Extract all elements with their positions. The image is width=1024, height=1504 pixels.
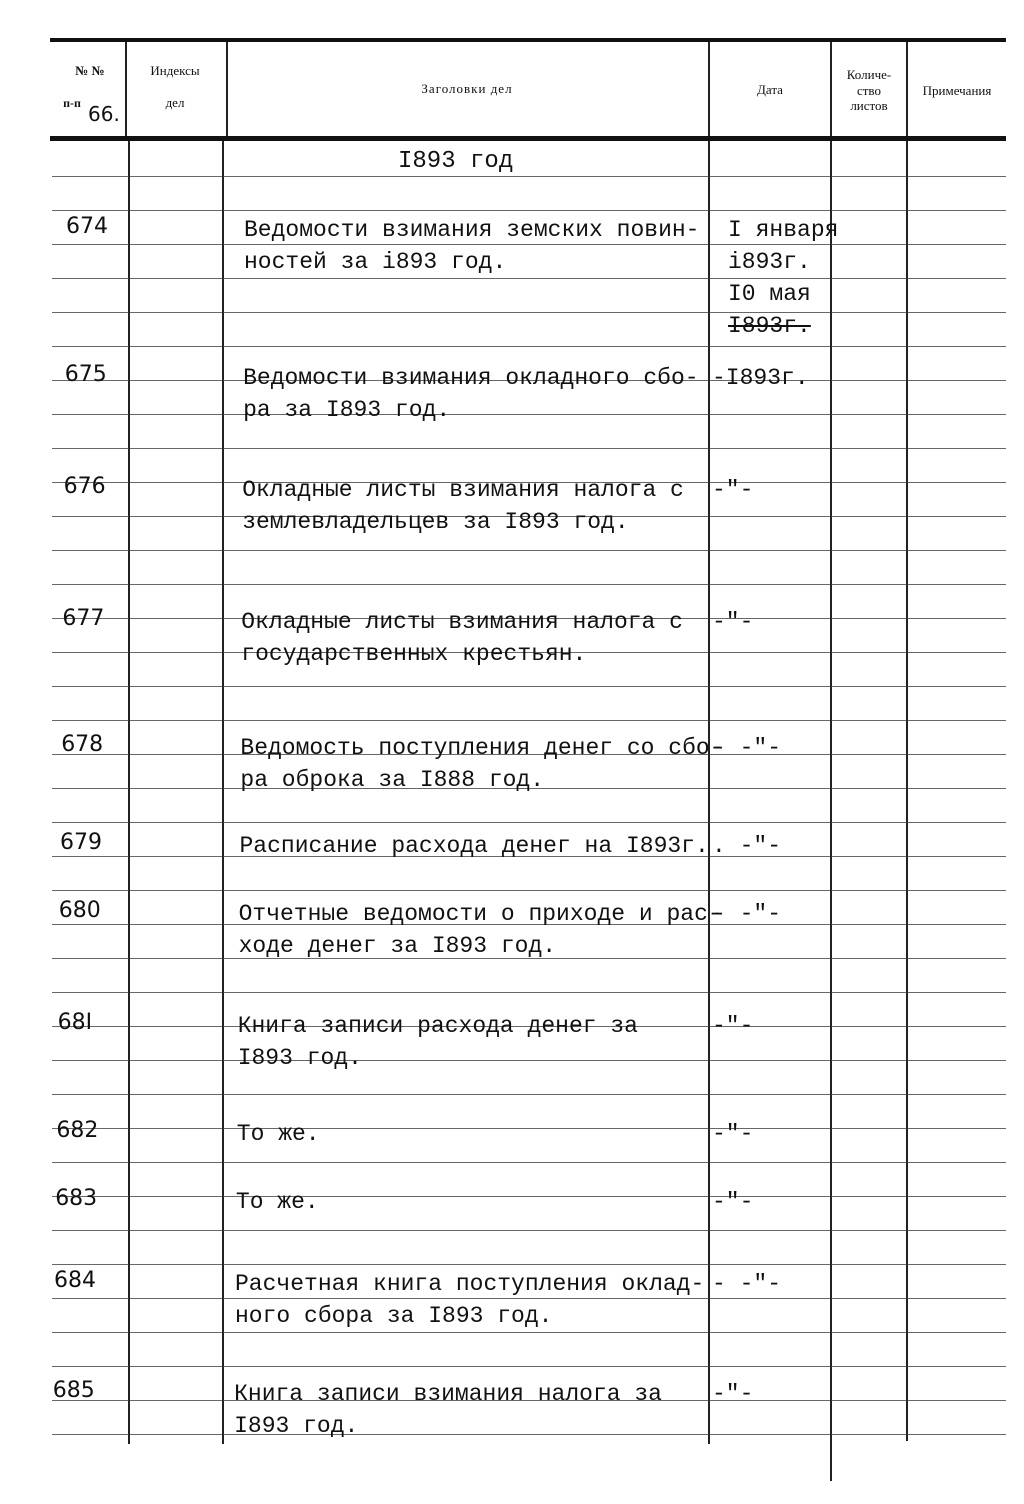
row-date-line: i893г. xyxy=(728,249,811,275)
column-divider xyxy=(906,141,908,1441)
ruled-line xyxy=(52,822,1006,823)
header-top-rule xyxy=(50,38,1006,42)
row-title-line: Ведомости взимания окладного сбо- xyxy=(243,365,699,391)
row-date-line: -"- xyxy=(712,1013,754,1039)
row-number: 676 xyxy=(63,474,106,499)
ruled-line xyxy=(52,176,1006,177)
ruled-line xyxy=(52,1060,1006,1061)
row-date-line: -I893г. xyxy=(712,365,809,391)
row-title-line: Книга записи взимания налога за xyxy=(234,1381,662,1407)
ruled-line xyxy=(52,992,1006,993)
ruled-line xyxy=(52,1434,1006,1435)
ruled-line xyxy=(52,550,1006,551)
row-title-line: То же. xyxy=(235,1189,319,1215)
row-title-line: I893 год. xyxy=(237,1045,362,1071)
row-number: 683 xyxy=(55,1186,98,1211)
ruled-line xyxy=(52,346,1006,347)
row-title-line: ра оброка за I888 год. xyxy=(240,767,545,793)
ruled-line xyxy=(52,1366,1006,1367)
row-title-line: Расчетная книга поступления оклад- xyxy=(235,1271,705,1297)
row-number: 678 xyxy=(61,732,104,757)
ruled-line xyxy=(52,210,1006,211)
ruled-line xyxy=(52,1230,1006,1231)
row-date-line: I893г. xyxy=(728,313,811,339)
row-date-line: -"- xyxy=(712,1381,754,1407)
ruled-line xyxy=(52,1264,1006,1265)
page-number: 66. xyxy=(88,102,120,126)
ruled-line xyxy=(52,1162,1006,1163)
row-title-line: Ведомость поступления денег со сбо- xyxy=(240,735,724,761)
row-date-line: I января xyxy=(728,217,839,243)
row-title-line: Окладные листы взимания налога с xyxy=(242,477,684,503)
row-title-line: ностей за i893 год. xyxy=(244,249,507,275)
row-date-line: -"- xyxy=(712,1121,754,1147)
row-number: 674 xyxy=(66,214,108,239)
ruled-line xyxy=(52,584,1006,585)
row-number: 68I xyxy=(57,1010,93,1035)
header-bottom-rule xyxy=(50,136,1006,141)
year-heading: I893 год xyxy=(398,148,514,175)
header-count-label-2: ство xyxy=(856,83,881,98)
header-date-label: Дата xyxy=(757,82,783,97)
header-number-label xyxy=(58,64,122,78)
header-title-label: Заголовки дел xyxy=(421,81,513,96)
header-number-text: № № xyxy=(75,63,105,78)
row-title-line: Книга записи расхода денег за xyxy=(237,1013,638,1039)
row-title-line: ра за I893 год. xyxy=(243,397,451,423)
header-count-label-1: Количе- xyxy=(846,67,892,82)
ruled-line xyxy=(52,686,1006,687)
row-date-line: - -"- xyxy=(712,735,782,761)
row-title-line: ходе денег за I893 год. xyxy=(238,933,557,959)
header-index-sub: дел xyxy=(165,95,185,110)
ruled-line xyxy=(52,1196,1006,1197)
row-number: 684 xyxy=(54,1268,96,1293)
ruled-line xyxy=(52,1332,1006,1333)
row-date-line: - -"- xyxy=(712,1271,782,1297)
row-title-line: Ведомости взимания земских повин- xyxy=(244,217,700,243)
row-date-line: . -"- xyxy=(712,833,782,859)
header-divider xyxy=(125,42,127,136)
row-date-line: -"- xyxy=(712,477,754,503)
ruled-line xyxy=(52,1094,1006,1095)
row-date-line: I0 мая xyxy=(728,281,811,307)
row-number: 675 xyxy=(64,362,107,387)
row-number: 680 xyxy=(58,898,101,923)
ruled-line xyxy=(52,720,1006,721)
row-number: 677 xyxy=(62,606,105,631)
row-title-line: Расписание расхода денег на I893г. xyxy=(239,833,709,859)
row-number: 685 xyxy=(52,1378,95,1403)
ruled-line xyxy=(52,1128,1006,1129)
row-title-line: I893 год. xyxy=(234,1413,359,1439)
ruled-line xyxy=(52,414,1006,415)
ruled-line xyxy=(52,448,1006,449)
row-date-line: -"- xyxy=(712,1189,754,1215)
row-title-line: государственных крестьян. xyxy=(241,641,587,667)
row-date-line: -"- xyxy=(712,609,754,635)
column-divider xyxy=(830,141,832,1481)
row-title-line: землевладельцев за I893 год. xyxy=(242,509,629,535)
header-notes-label: Примечания xyxy=(922,83,992,98)
ruled-line xyxy=(52,312,1006,313)
row-number: 682 xyxy=(56,1118,99,1143)
header-number-sub: п-п xyxy=(63,96,81,110)
column-divider xyxy=(708,141,710,1444)
row-date-line: - -"- xyxy=(712,901,782,927)
column-divider xyxy=(128,141,130,1444)
column-divider xyxy=(222,141,224,1444)
ruled-line xyxy=(52,278,1006,279)
row-title-line: ного сбора за I893 год. xyxy=(235,1303,553,1329)
row-title-line: То же. xyxy=(236,1121,320,1147)
ruled-line xyxy=(52,890,1006,891)
row-number: 679 xyxy=(60,830,102,855)
row-title-line: Отчетные ведомости о приходе и рас- xyxy=(238,901,722,927)
header-index-label: Индексы xyxy=(150,63,200,78)
row-title-line: Окладные листы взимания налога с xyxy=(241,609,683,635)
header-count-label-3: листов xyxy=(850,98,888,113)
